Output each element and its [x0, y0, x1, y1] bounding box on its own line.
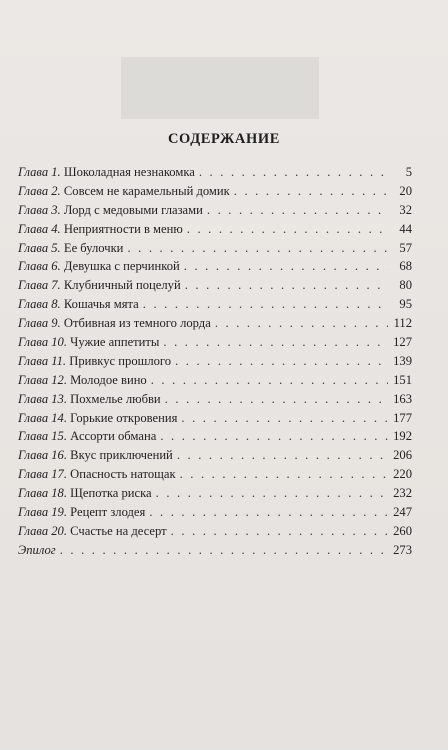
page-number: 20 — [399, 183, 412, 198]
dot-leader — [163, 333, 388, 352]
toc-entry — [18, 333, 412, 352]
bleed-through-shadow — [121, 57, 319, 119]
chapter-title: Отбивная из темного лорда — [63, 316, 211, 331]
dot-leader — [151, 371, 388, 390]
toc-entry — [18, 446, 412, 465]
chapter-label: Глава 6. — [18, 259, 61, 274]
page-number: 163 — [393, 391, 412, 406]
toc-entry — [18, 409, 412, 428]
chapter-title: Шоколадная незнакомка — [63, 165, 195, 179]
chapter-label: Глава 19. — [18, 505, 68, 520]
chapter-label: Глава 9. — [18, 316, 61, 331]
chapter-title: Привкус прошлого — [69, 353, 172, 368]
chapter-label: Глава 1. — [18, 165, 61, 179]
toc-entry — [18, 371, 412, 390]
dot-leader — [187, 220, 388, 239]
epilogue-label: Эпилог — [18, 542, 56, 557]
table-of-contents — [18, 163, 412, 560]
chapter-label: Глава 7. — [18, 278, 61, 293]
chapter-title: Девушка с перчинкой — [63, 259, 180, 274]
chapter-label: Глава 15. — [18, 429, 68, 444]
toc-entry — [18, 390, 412, 409]
chapter-title: Щепотка риска — [70, 486, 152, 501]
chapter-title: Счастье на десерт — [70, 523, 167, 538]
page-number: 247 — [393, 505, 412, 520]
toc-entry — [18, 314, 412, 333]
chapter-title: Ее булочки — [63, 240, 124, 255]
dot-leader — [199, 163, 388, 182]
toc-entry — [18, 257, 412, 276]
chapter-title: Лорд с медовыми глазами — [63, 202, 203, 217]
page-number: 68 — [399, 259, 412, 274]
chapter-label: Глава 14. — [18, 410, 68, 425]
toc-entry — [18, 465, 412, 484]
chapter-title: Ассорти обмана — [70, 429, 157, 444]
page-number: 177 — [393, 410, 412, 425]
chapter-title: Чужие аппетиты — [70, 335, 160, 350]
toc-entry — [18, 163, 412, 182]
chapter-title: Похмелье любви — [70, 391, 161, 406]
chapter-title: Кошачья мята — [63, 297, 139, 312]
dot-leader — [156, 484, 388, 503]
page-number: 57 — [399, 240, 412, 255]
toc-entry — [18, 182, 412, 201]
toc-entry — [18, 503, 412, 522]
toc-entry — [18, 201, 412, 220]
page-number: 32 — [399, 202, 412, 217]
chapter-label: Глава 2. — [18, 183, 61, 198]
chapter-title: Вкус приключений — [70, 448, 173, 463]
dot-leader — [185, 276, 388, 295]
toc-entry — [18, 427, 412, 446]
dot-leader — [160, 427, 388, 446]
dot-leader — [181, 409, 388, 428]
chapter-label: Глава 20. — [18, 523, 68, 538]
page-number: 139 — [393, 353, 412, 368]
dot-leader — [143, 295, 388, 314]
chapter-label: Глава 12. — [18, 372, 68, 387]
page-number: 220 — [393, 467, 412, 482]
page-number: 151 — [393, 372, 412, 387]
dot-leader — [184, 257, 388, 276]
chapter-title: Совсем не карамельный домик — [63, 183, 230, 198]
toc-entry-epilogue — [18, 541, 412, 560]
chapter-title: Опасность натощак — [70, 467, 176, 482]
dot-leader — [177, 446, 388, 465]
chapter-label: Глава 10. — [18, 335, 68, 350]
dot-leader — [127, 239, 388, 258]
chapter-label: Глава 13. — [18, 391, 68, 406]
chapter-label: Глава 11. — [18, 353, 67, 368]
page-number: 206 — [393, 448, 412, 463]
chapter-title: Молодое вино — [70, 372, 147, 387]
page-number: 232 — [393, 486, 412, 501]
dot-leader — [207, 201, 388, 220]
dot-leader — [234, 182, 388, 201]
chapter-label: Глава 8. — [18, 297, 61, 312]
chapter-label: Глава 17. — [18, 467, 68, 482]
page-number: 192 — [393, 429, 412, 444]
chapter-title: Клубничный поцелуй — [63, 278, 181, 293]
page-title: СОДЕРЖАНИЕ — [167, 131, 281, 147]
page-number: 80 — [399, 278, 412, 293]
chapter-label: Глава 4. — [18, 221, 61, 236]
toc-entry — [18, 484, 412, 503]
dot-leader — [60, 541, 388, 560]
chapter-title: Неприятности в меню — [63, 221, 183, 236]
toc-entry — [18, 522, 412, 541]
chapter-label: Глава 3. — [18, 202, 61, 217]
chapter-label: Глава 5. — [18, 240, 61, 255]
dot-leader — [165, 390, 388, 409]
chapter-label: Глава 16. — [18, 448, 68, 463]
page-number: 260 — [393, 523, 412, 538]
chapter-title: Рецепт злодея — [70, 505, 146, 520]
dot-leader — [175, 352, 388, 371]
page-number: 112 — [393, 316, 412, 331]
toc-entry — [18, 352, 412, 371]
chapter-label: Глава 18. — [18, 486, 68, 501]
dot-leader — [180, 465, 388, 484]
chapter-title: Горькие откровения — [70, 410, 178, 425]
dot-leader — [149, 503, 388, 522]
toc-entry — [18, 239, 412, 258]
toc-entry — [18, 276, 412, 295]
toc-entry — [18, 220, 412, 239]
page-number: 44 — [399, 221, 412, 236]
page-number: 127 — [393, 335, 412, 350]
toc-entry — [18, 295, 412, 314]
page-number: 95 — [399, 297, 412, 312]
dot-leader — [215, 314, 388, 333]
page-number: 273 — [393, 542, 412, 557]
page-number: 5 — [405, 165, 412, 179]
dot-leader — [171, 522, 388, 541]
